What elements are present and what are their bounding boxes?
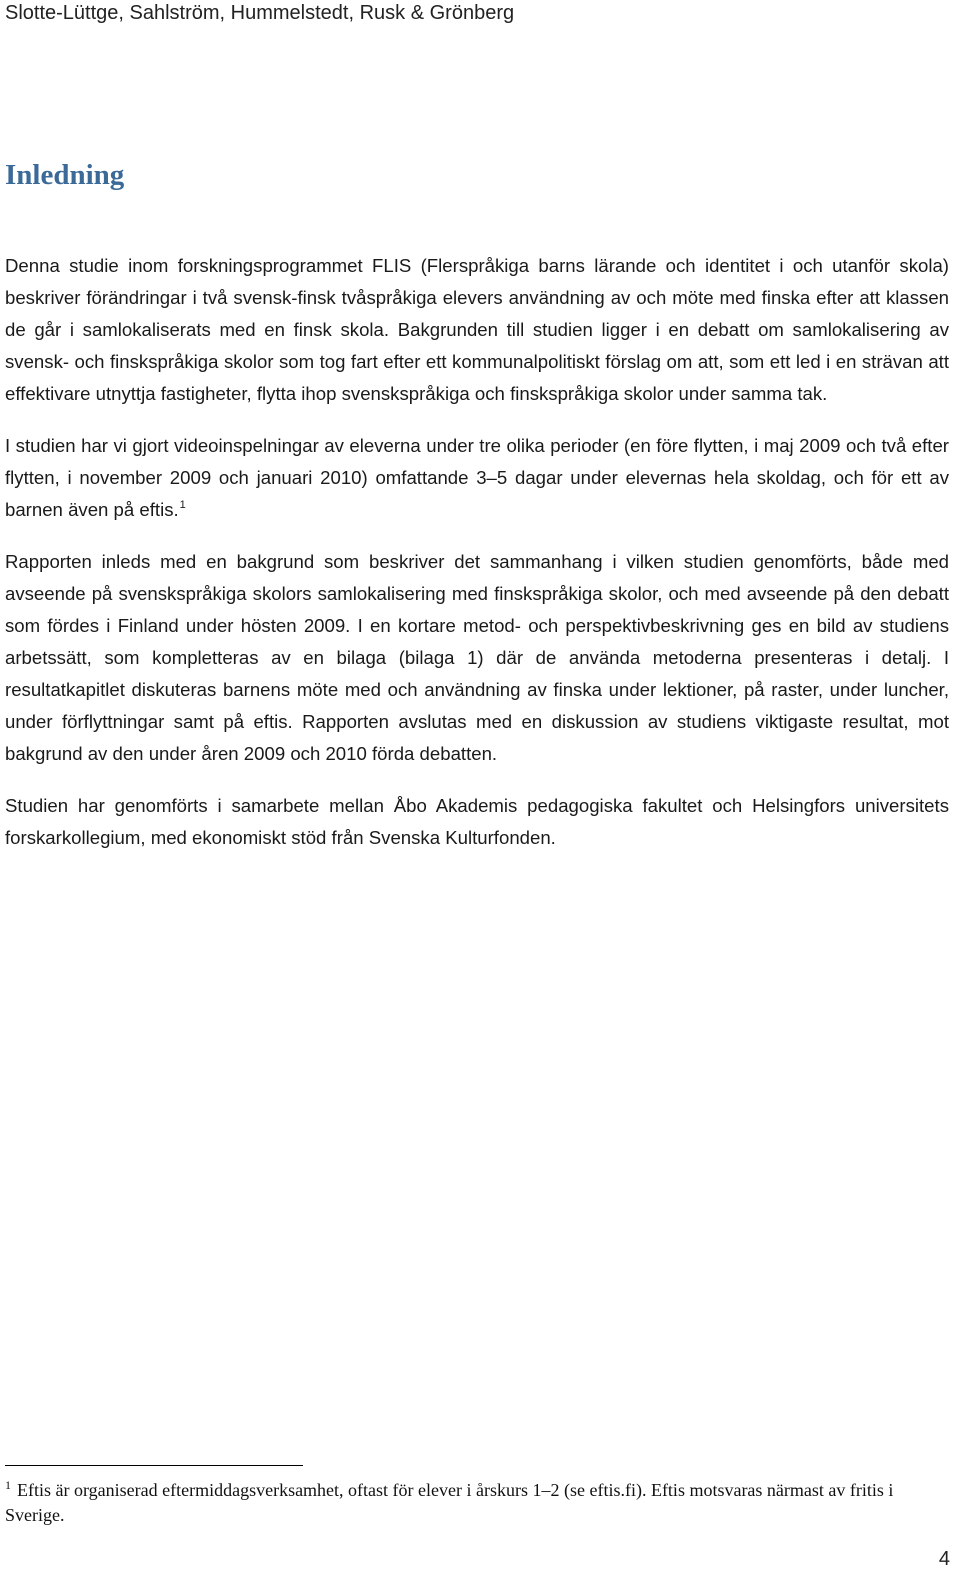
section-heading: Inledning xyxy=(5,159,125,191)
footnote-marker: 1 xyxy=(5,1478,11,1492)
page-number: 4 xyxy=(938,1548,950,1570)
paragraph-method xyxy=(5,430,949,526)
paragraph-funding: Studien har genomförts i samarbete mellan Åbo Akademis pedagogiska fakultet och Helsingfors universitets forskarkollegium, med ekonomiskt stöd från Svenska Kulturfonden. xyxy=(5,795,949,848)
footnote-separator xyxy=(5,1465,303,1466)
paragraph-intro: Denna studie inom forskningsprogrammet FLIS (Flerspråkiga barns lärande och identitet i och utanför skola) beskriver förändringar i två svensk-finsk tvåspråkiga elevers användning av och möte med finska efter att klassen de går i samlokaliserats med en finsk skola. Bakgrunden till studien ligger i en debatt om samlokalisering av svensk- och finskspråkiga skolor som tog fart efter ett kommunalpolitiskt förslag om att, som ett led i en strävan att effektivare utnyttja fastigheter, flytta ihop svenskspråkiga och finskspråkiga skolor under samma tak. xyxy=(5,255,949,404)
body-text xyxy=(5,250,949,854)
footnote-text: Eftis är organiserad eftermiddagsverksamhet, oftast för elever i årskurs 1–2 (se eftis.fi). Eftis motsvaras närmast av fritis i Sverige. xyxy=(5,1480,894,1525)
footnote xyxy=(5,1478,905,1528)
paragraph-structure: Rapporten inleds med en bakgrund som beskriver det sammanhang i vilken studien genomförts, både med avseende på svenskspråkiga skolors samlokalisering med finskspråkiga skolor, och med avseende på den debatt som fördes i Finland under hösten 2009. I en kortare metod- och perspektivbeskrivning ges en bild av studiens arbetssätt, som kompletteras av en bilaga (bilaga 1) där de använda metoderna presenteras i detalj. I resultatkapitlet diskuteras barnens möte med och användning av finska under lektioner, på raster, under luncher, under förflyttningar samt på eftis. Rapporten avslutas med en diskussion av studiens viktigaste resultat, mot bakgrund av den under åren 2009 och 2010 förda debatten. xyxy=(5,551,949,764)
running-header: Slotte-Lüttge, Sahlström, Hummelstedt, Rusk & Grönberg xyxy=(5,2,515,24)
footnote-reference[interactable]: 1 xyxy=(179,499,186,511)
paragraph-method-text: I studien har vi gjort videoinspelningar av eleverna under tre olika perioder (en före flytten, i maj 2009 och två efter flytten, i november 2009 och januari 2010) omfattande 3–5 dagar under elevernas hela skoldag, och för ett av barnen även på eftis. xyxy=(5,435,949,520)
